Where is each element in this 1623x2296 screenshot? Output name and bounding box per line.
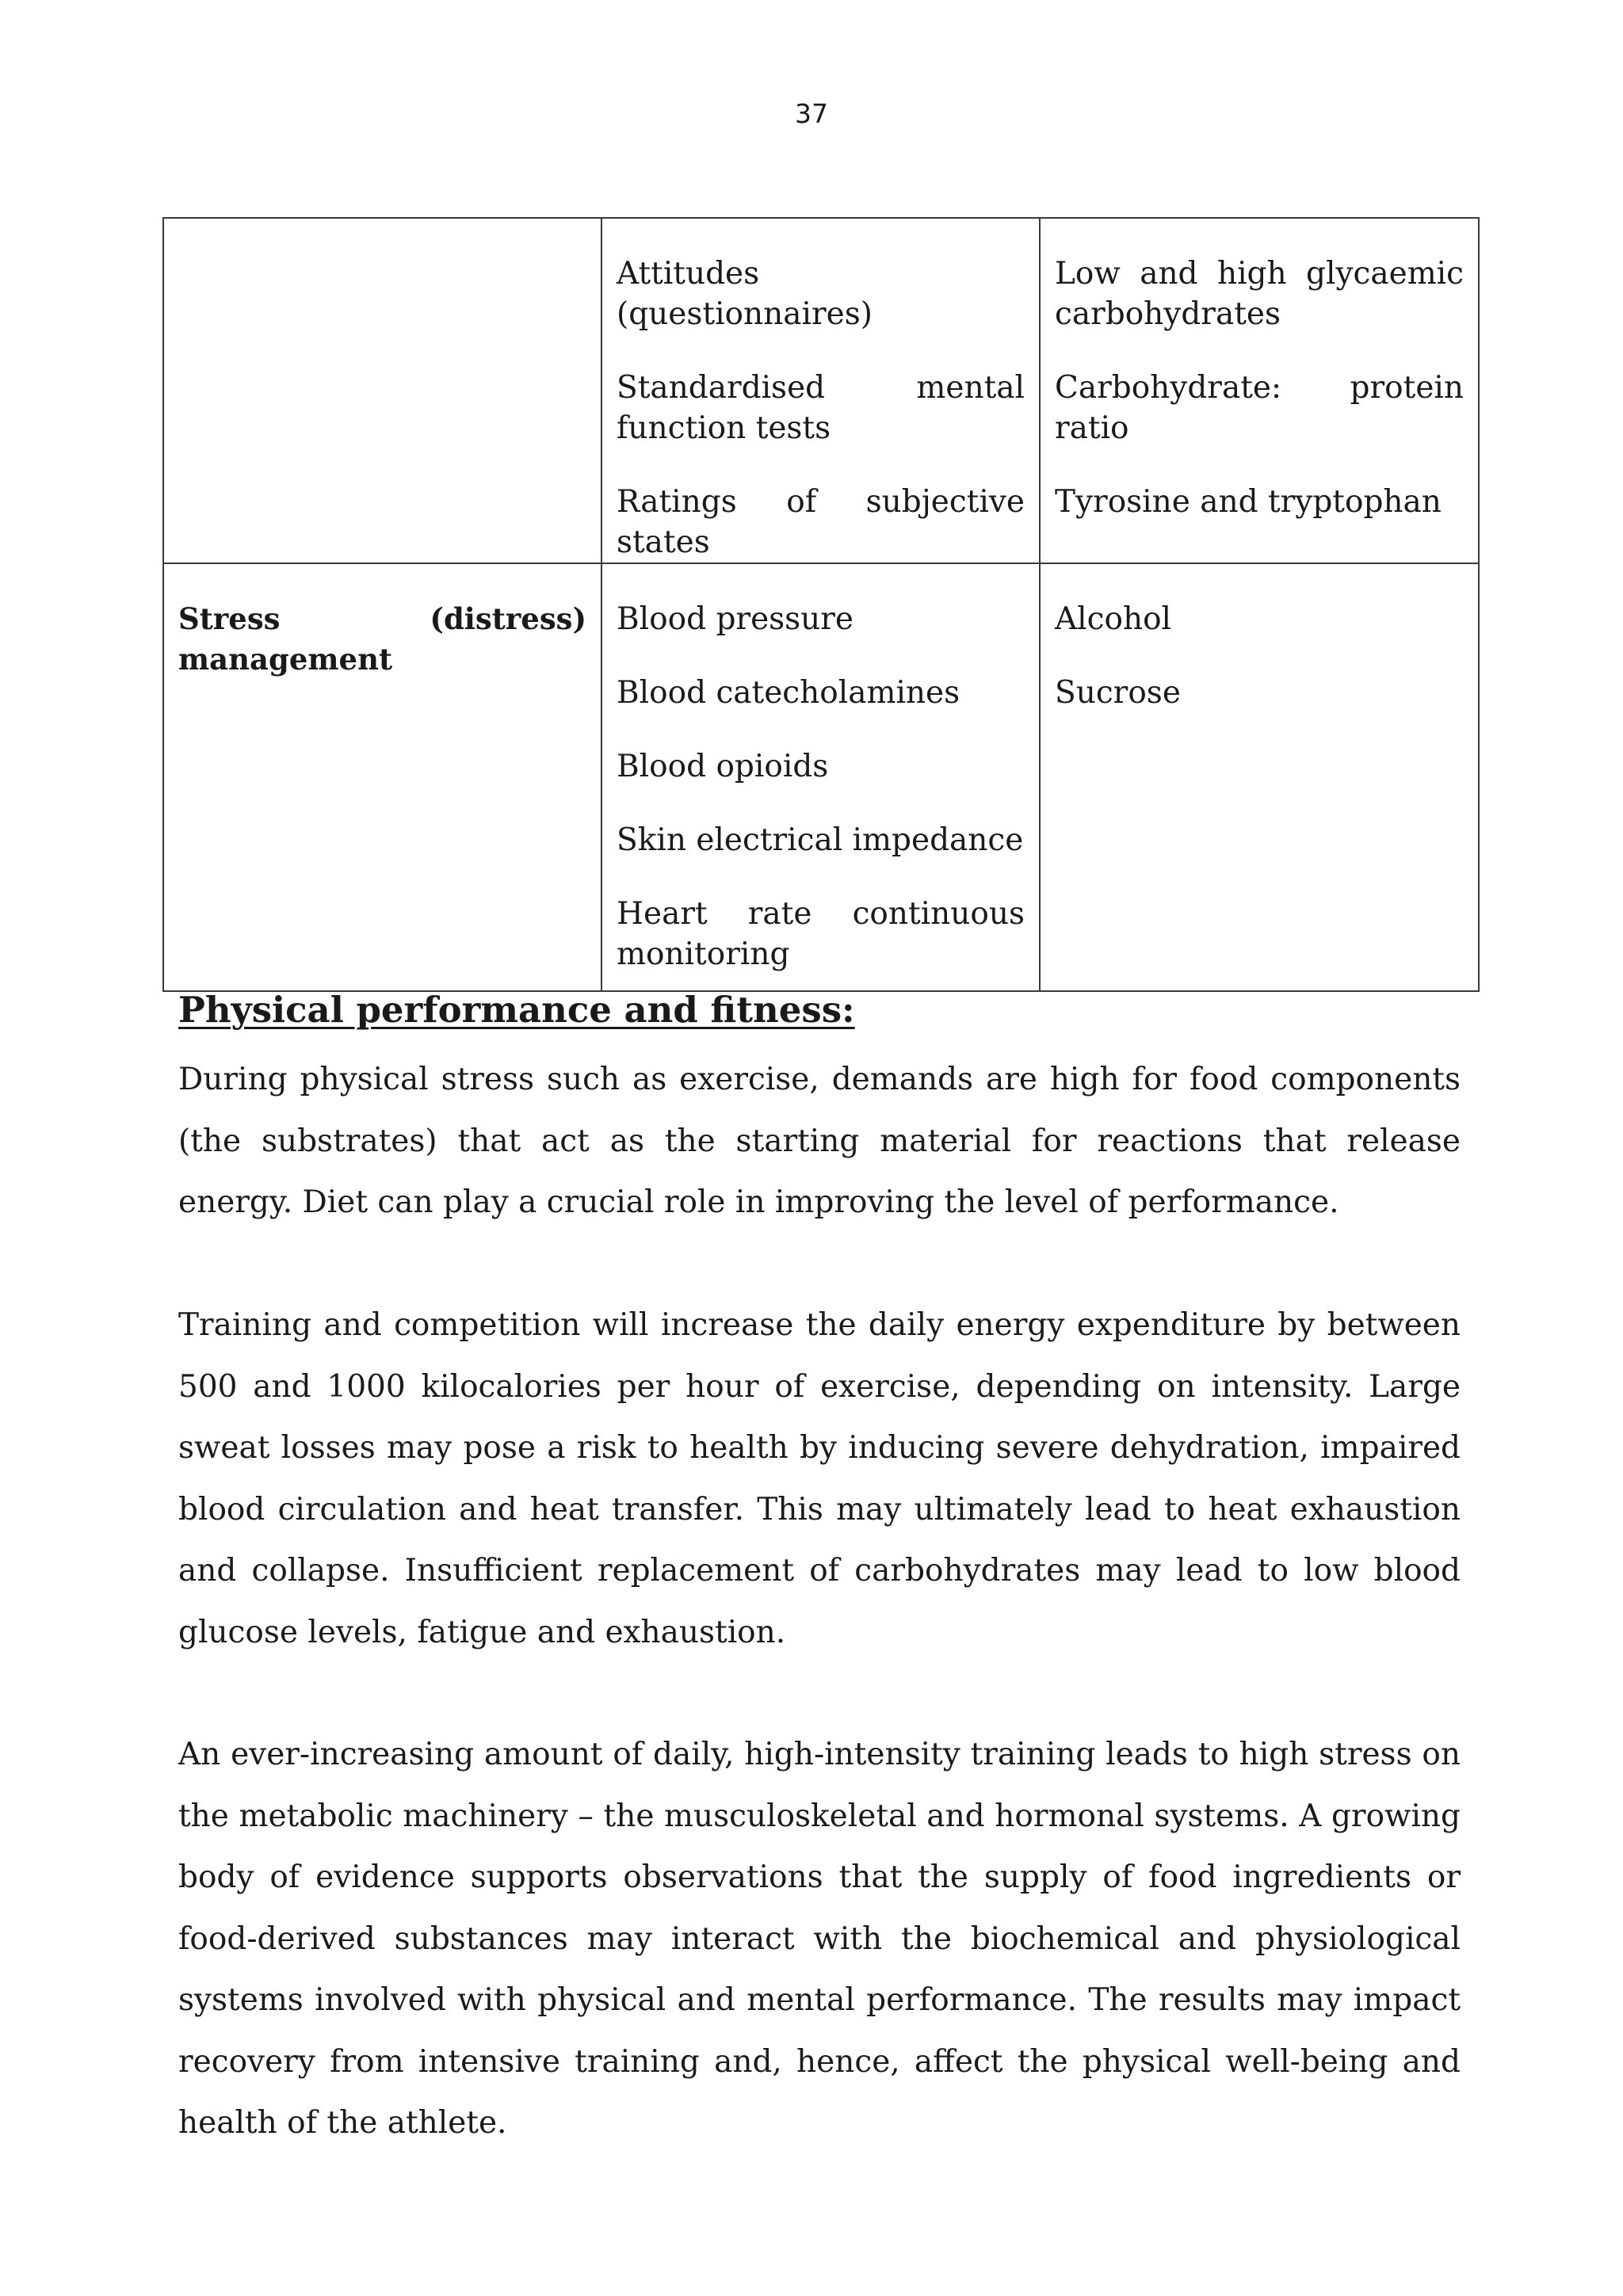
measure-item: Standardised mental function tests (617, 370, 1025, 446)
table-cell-label (163, 563, 601, 991)
table-cell-label (163, 218, 601, 563)
page-number: 37 (795, 98, 828, 129)
table-cell-measures (601, 218, 1040, 563)
section-heading: Physical performance and fitness: (178, 989, 855, 1031)
measure-item: Skin electrical impedance (617, 822, 1024, 858)
measure-item: Heart rate continuous monitoring (617, 896, 1025, 972)
body-paragraph: Training and competition will increase the daily energy expenditure by between 500 and 1000 kilocalories per hour of exercise, depending on intensity. Large sweat losses may pose a risk to health by inducing severe dehydration, impaired blood circulation and heat transfer. This may ultimately lead to heat exhaustion and collapse. Insufficient replacement of carbohydrates may lead to low blood glucose levels, fatigue and exhaustion. (178, 1307, 1461, 1650)
food-item: Alcohol (1055, 601, 1172, 637)
measure-item: Attitudes (questionnaires) (617, 256, 873, 332)
table-cell-foods (1040, 218, 1479, 563)
measure-item: Blood opioids (617, 749, 829, 784)
food-item: Sucrose (1055, 675, 1181, 711)
table-row (163, 218, 1479, 563)
body-paragraph: During physical stress such as exercise, demands are high for food components (the substrates) that act as the starting material for reactions that release energy. Diet can play a crucial role in improving the level of performance. (178, 1062, 1461, 1220)
food-item: Carbohydrate: protein ratio (1055, 370, 1464, 446)
body-paragraph: An ever-increasing amount of daily, high-intensity training leads to high stress on the metabolic machinery – the musculoskeletal and hormonal systems. A growing body of evidence supports observations that the supply of food ingredients or food-derived substances may interact with the biochemical and physiological systems involved with physical and mental performance. The results may impact recovery from intensive training and, hence, affect the physical well-being and health of the athlete. (178, 1737, 1461, 2141)
table-row (163, 563, 1479, 991)
food-item: Low and high glycaemic carbohydrates (1055, 256, 1464, 332)
measure-item: Blood catecholamines (617, 675, 960, 711)
food-item: Tyrosine and tryptophan (1055, 484, 1442, 520)
table-cell-foods (1040, 563, 1479, 991)
table-cell-measures (601, 563, 1040, 991)
row-label: Stress (distress) management (178, 601, 586, 677)
measure-item: Ratings of subjective states (617, 484, 1025, 560)
nutrition-measures-table (162, 217, 1480, 992)
measure-item: Blood pressure (617, 601, 854, 637)
